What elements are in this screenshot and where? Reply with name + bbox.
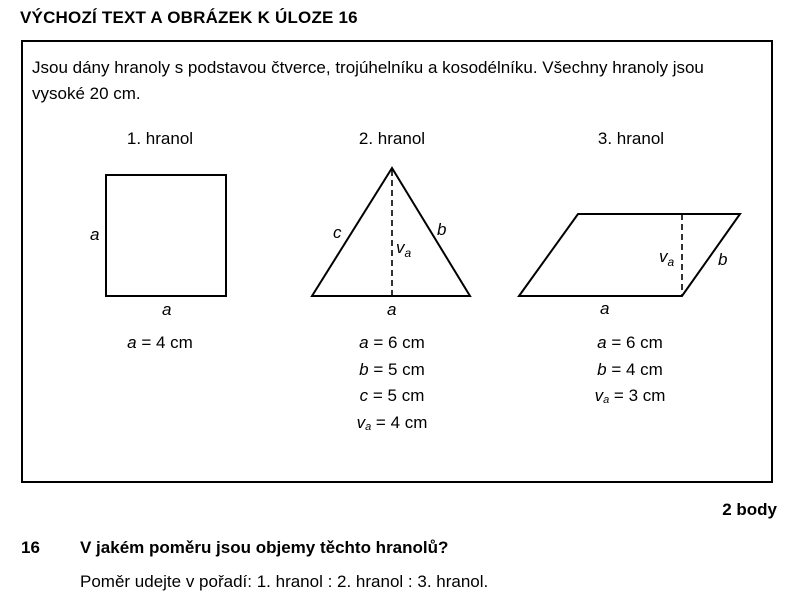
- value-line: a = 6 cm: [597, 333, 663, 352]
- value-line: a = 6 cm: [359, 333, 425, 352]
- question-text: V jakém poměru jsou objemy těchto hranolů?: [80, 538, 449, 557]
- value-line: b = 4 cm: [597, 359, 663, 379]
- square-side-label-left: a: [90, 225, 100, 244]
- prism-3-values: [550, 330, 710, 414]
- question-note: Poměr udejte v pořadí: 1. hranol : 2. hranol : 3. hranol.: [80, 572, 489, 591]
- prism-2-title: 2. hranol: [358, 129, 426, 148]
- parallelogram-base: [519, 214, 740, 296]
- value-line: b = 5 cm: [359, 359, 425, 379]
- points-label: 2 body: [722, 500, 777, 519]
- value-line: a = 4 cm: [127, 333, 193, 352]
- section-heading: VÝCHOZÍ TEXT A OBRÁZEK K ÚLOZE 16: [20, 8, 358, 27]
- value-line: $v_a = 4$ cm: [356, 412, 428, 433]
- prism-3-title: 3. hranol: [597, 129, 665, 148]
- value-line: c = 5 cm: [359, 386, 425, 405]
- parallelogram-label-a: a: [600, 299, 610, 318]
- prism-2-values: [312, 330, 472, 440]
- triangle-label-a: a: [387, 300, 397, 319]
- triangle-label-b: b: [437, 220, 447, 239]
- parallelogram-label-b: b: [718, 250, 728, 269]
- intro-text: Jsou dány hranoly s podstavou čtverce, trojúhelníku a kosodélníku. Všechny hranoly jsou vysoké 20 cm.: [32, 58, 704, 103]
- value-line: $v_a = 3$ cm: [594, 386, 666, 406]
- prism-1-values: [80, 330, 240, 357]
- triangle-label-c: c: [333, 223, 342, 242]
- parallelogram-label-va: $v_a$: [659, 247, 675, 269]
- prism-1-title: 1. hranol: [126, 129, 194, 148]
- question-number: 16: [21, 538, 40, 557]
- square-base: [106, 175, 226, 296]
- square-side-label-bottom: a: [162, 300, 172, 319]
- triangle-label-va: $v_a$: [396, 238, 412, 260]
